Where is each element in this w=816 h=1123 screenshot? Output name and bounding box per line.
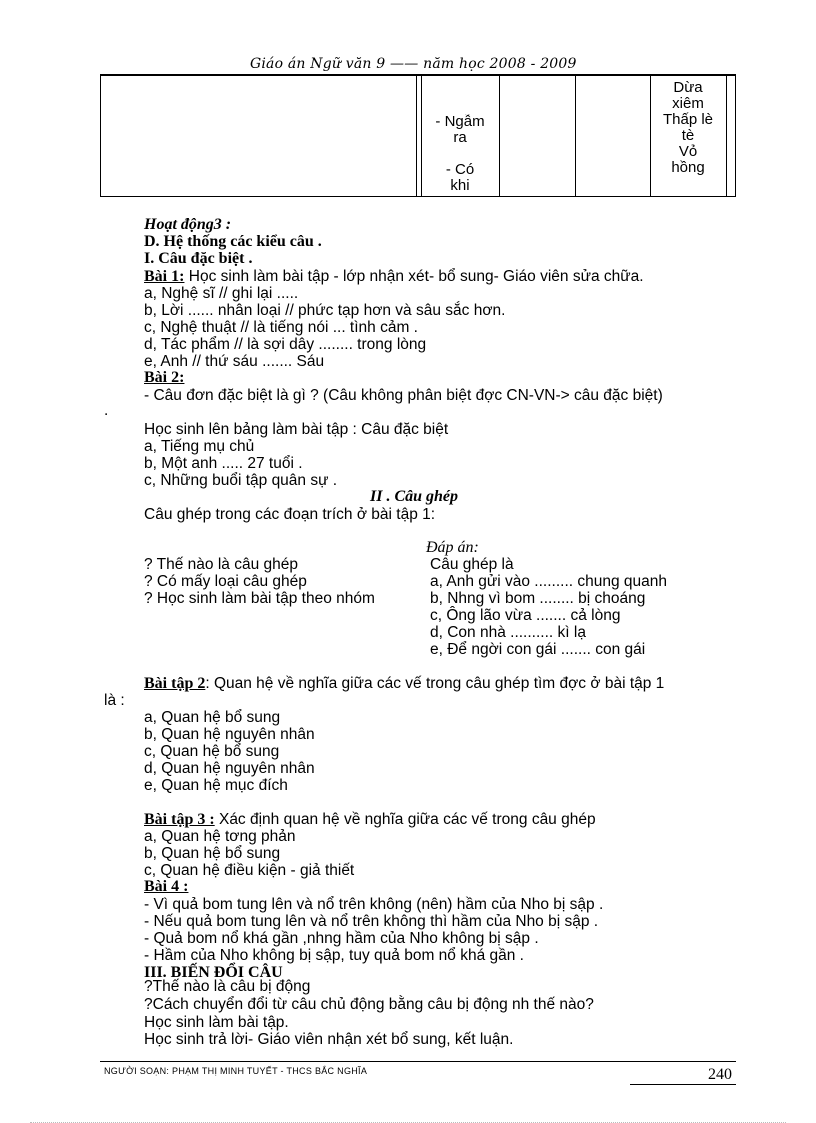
list-item: b, Một anh ..... 27 tuổi . (144, 455, 303, 472)
answer-item: d, Con nhà .......... kì lạ (430, 624, 586, 641)
question-item: ? Có mấy loại câu ghép (144, 573, 307, 590)
list-item: - Vì quả bom tung lên và nổ trên không (nên) hầm của Nho bị sập . (144, 896, 604, 913)
answer-item: c, Ông lão vừa ....... cả lòng (430, 607, 621, 624)
cau-ghep-intro: Câu ghép trong các đoạn trích ở bài tập 1: (144, 506, 436, 523)
table-cell-col2 (421, 114, 499, 196)
list-item: - Quả bom nổ khá gần ,nhng hầm của Nho không bị sập . (144, 930, 539, 947)
answer-item: b, Nhng vì bom ........ bị choáng (430, 590, 646, 607)
question-item: ? Học sinh làm bài tập theo nhóm (144, 590, 375, 607)
cell-line: ra (453, 129, 467, 146)
footer-rule (100, 1061, 736, 1062)
list-item: c, Những buổi tập quân sự . (144, 472, 338, 489)
footer-page-rule (630, 1084, 736, 1085)
answer-item: a, Anh gửi vào ......... chung quanh (430, 573, 668, 590)
cell-line: tè (681, 127, 695, 144)
bt3-line (144, 811, 596, 828)
list-item: - Hầm của Nho không bị sập, tuy quả bom nổ khá gần . (144, 947, 524, 964)
section-3-heading: III. BIẾN ĐỔI CÂU (144, 964, 283, 981)
list-item: d, Tác phẩm // là sợi dây ........ trong lòng (144, 336, 427, 353)
table-frame (100, 76, 736, 197)
list-item: e, Quan hệ mục đích (144, 777, 288, 794)
cell-line: - Có (445, 161, 475, 178)
list-item: c, Quan hệ điều kiện - giả thiết (144, 862, 355, 879)
list-item: b, Lời ...... nhân loại // phức tạp hơn và sâu sắc hơn. (144, 302, 506, 319)
bai1-text: Học sinh làm bài tập - lớp nhận xét- bổ sung- Giáo viên sửa chữa. (184, 268, 644, 285)
cell-line: Dừa (673, 79, 703, 96)
list-item: a, Quan hệ bổ sung (144, 709, 281, 726)
section-1-heading: I. Câu đặc biệt . (144, 250, 253, 267)
list-item: a, Tiếng mụ chủ (144, 438, 255, 455)
bai2-stray-dot: . (104, 402, 109, 419)
question-item: ? Thế nào là câu ghép (144, 556, 298, 573)
page-header-title: Giáo án Ngữ văn 9 —— năm học 2008 - 2009 (250, 56, 577, 72)
bt2-continuation: là : (104, 692, 125, 709)
table-cell-col5 (650, 80, 726, 176)
footer-author: NGƯỜI SOẠN: PHẠM THỊ MINH TUYẾT - THCS BẮC NGHĨA (104, 1066, 368, 1076)
answer-item: Câu ghép là (430, 556, 514, 573)
list-item: a, Nghệ sĩ // ghi lại ..... (144, 285, 299, 302)
bt3-text: Xác định quan hệ về nghĩa giữa các vế trong câu ghép (214, 811, 596, 828)
bai2-question: - Câu đơn đặc biệt là gì ? (Câu không phân biệt đợc CN-VN-> câu đặc biệt) (144, 387, 663, 404)
s3-line-1: Học sinh làm bài tập. (144, 1014, 289, 1031)
list-item: - Nếu quả bom tung lên và nổ trên không thì hầm của Nho bị sập . (144, 913, 599, 930)
list-item: c, Quan hệ bổ sung (144, 743, 280, 760)
list-item: c, Nghệ thuật // là tiếng nói ... tình cảm . (144, 319, 418, 336)
s3-line-2: Học sinh trả lời- Giáo viên nhận xét bổ sung, kết luận. (144, 1031, 514, 1048)
bai4-label: Bài 4 : (144, 878, 189, 895)
bt3-label: Bài tập 3 : (144, 811, 215, 828)
s3-question-1: ?Thế nào là câu bị động (144, 978, 311, 995)
list-item: b, Quan hệ nguyên nhân (144, 726, 315, 743)
cell-line: Vỏ (678, 143, 698, 160)
s3-question-2: ?Cách chuyển đổi từ câu chủ động bằng câu bị động nh thế nào? (144, 996, 594, 1013)
cell-line: Thấp lè (662, 111, 714, 128)
list-item: d, Quan hệ nguyên nhân (144, 760, 315, 777)
dap-an-label: Đáp án: (426, 539, 479, 556)
cell-line: hồng (671, 159, 705, 176)
cell-line: xiêm (672, 95, 704, 112)
bt2-label: Bài tập 2 (144, 675, 206, 692)
section-2-heading: II . Câu ghép (370, 488, 459, 505)
bt2-line (144, 675, 664, 692)
page-number: 240 (708, 1066, 732, 1083)
answer-item: e, Để ngời con gái ....... con gái (430, 641, 646, 658)
bai1-label: Bài 1: (144, 268, 185, 285)
bai2-label: Bài 2: (144, 369, 185, 386)
cell-line: khi (450, 177, 470, 194)
bai1-line (144, 268, 644, 285)
bt2-text: : Quan hệ về nghĩa giữa các vế trong câu ghép tìm đợc ở bài tập 1 (205, 675, 665, 692)
list-item: a, Quan hệ tơng phản (144, 828, 296, 845)
bai2-intro: Học sinh lên bảng làm bài tập : Câu đặc biệt (144, 421, 449, 438)
list-item: e, Anh // thứ sáu ....... Sáu (144, 353, 325, 370)
section-d-heading: D. Hệ thống các kiểu câu . (144, 233, 322, 250)
activity-heading: Hoạt động3 : (144, 216, 232, 233)
cell-line: - Ngẫm (435, 114, 485, 130)
list-item: b, Quan hệ bổ sung (144, 845, 281, 862)
